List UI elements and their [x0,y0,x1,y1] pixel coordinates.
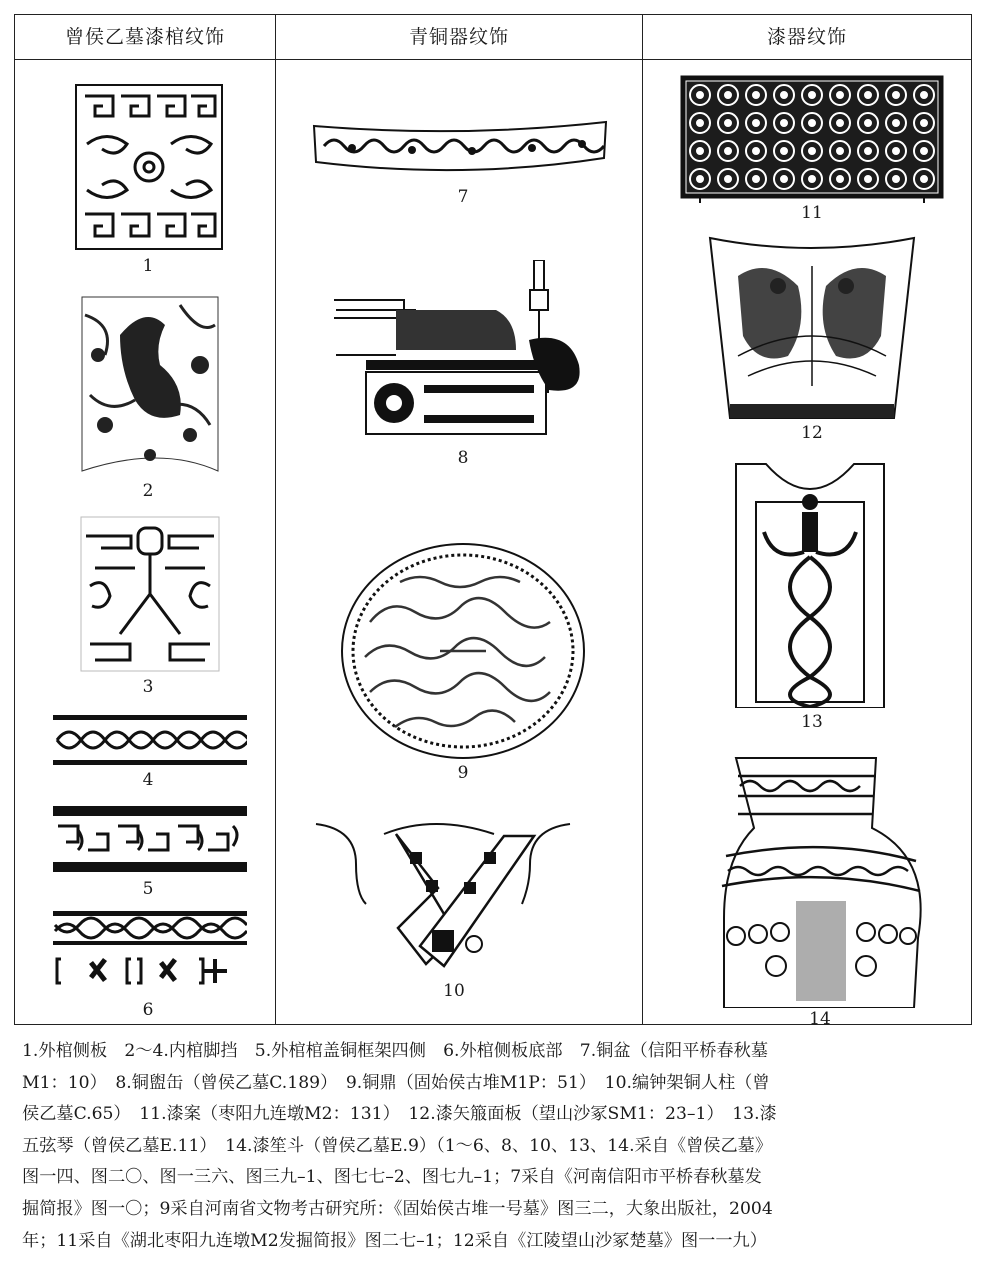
figure-12-image [708,236,916,420]
figure-5-number: 5 [142,879,154,899]
figure-10-image [314,822,572,982]
figure-7-image [312,118,608,184]
figure-5-image [53,806,247,872]
figure-6-number: 6 [142,1000,154,1020]
figure-14-image [716,756,924,1008]
header-divider [15,59,971,60]
figure-6-image [53,911,247,991]
caption-line: 五弦琴（曾侯乙墓E.11） 14.漆笙斗（曾侯乙墓E.9）（1～6、8、10、13、14.采自《曾侯乙墓》 [22,1135,773,1156]
figure-14-number: 14 [809,1009,831,1029]
column-header-bronze: 青铜器纹饰 [408,26,509,48]
figure-9-number: 9 [457,763,469,783]
figure-4-image [53,715,247,765]
figure-3-number: 3 [142,677,154,697]
figure-11-number: 11 [801,203,823,223]
figure-13-image [734,462,886,708]
figure-4-number: 4 [142,770,154,790]
figure-8-image [334,260,584,442]
figure-2-image [80,295,220,473]
figure-9-image [340,542,586,760]
figure-11-image [680,75,944,203]
caption-line: 图一四、图二〇、图一三六、图三九–1、图七七–2、图七九–1；7采自《河南信阳市平桥春秋墓发 [22,1167,762,1188]
figure-12-number: 12 [801,423,823,443]
figure-1-image [75,84,223,250]
figure-1-number: 1 [142,256,154,276]
caption-line: 侯乙墓C.65） 11.漆案（枣阳九连墩M2：131） 12.漆矢箙面板（望山沙冢SM1：23–1） 13.漆 [22,1104,777,1125]
column-header-coffin: 曾侯乙墓漆棺纹饰 [64,26,225,48]
figure-10-number: 10 [443,981,465,1001]
column-header-lacquer: 漆器纹饰 [766,26,847,48]
caption-line: 掘简报》图一〇；9采自河南省文物考古研究所：《固始侯古堆一号墓》图三二，大象出版社，2004 [22,1198,773,1219]
caption-line: M1：10） 8.铜盥缶（曾侯乙墓C.189） 9.铜鼎（固始侯古堆M1P：51） 10.编钟架铜人柱（曾 [22,1072,770,1093]
column-divider-left [275,15,276,1024]
figure-13-number: 13 [801,712,823,732]
column-divider-right [642,15,643,1024]
figure-2-number: 2 [142,481,154,501]
figure-7-number: 7 [457,187,469,207]
figure-3-image [80,516,220,672]
caption-line: 年；11采自《湖北枣阳九连墩M2发掘简报》图二七–1；12采自《江陵望山沙冢楚墓》图一一九） [22,1230,767,1251]
caption-line: 1.外棺侧板 2～4.内棺脚挡 5.外棺棺盖铜框架四侧 6.外棺侧板底部 7.铜盆（信阳平桥春秋墓 [22,1041,769,1061]
figure-caption [22,1036,972,1257]
figure-8-number: 8 [457,448,469,468]
